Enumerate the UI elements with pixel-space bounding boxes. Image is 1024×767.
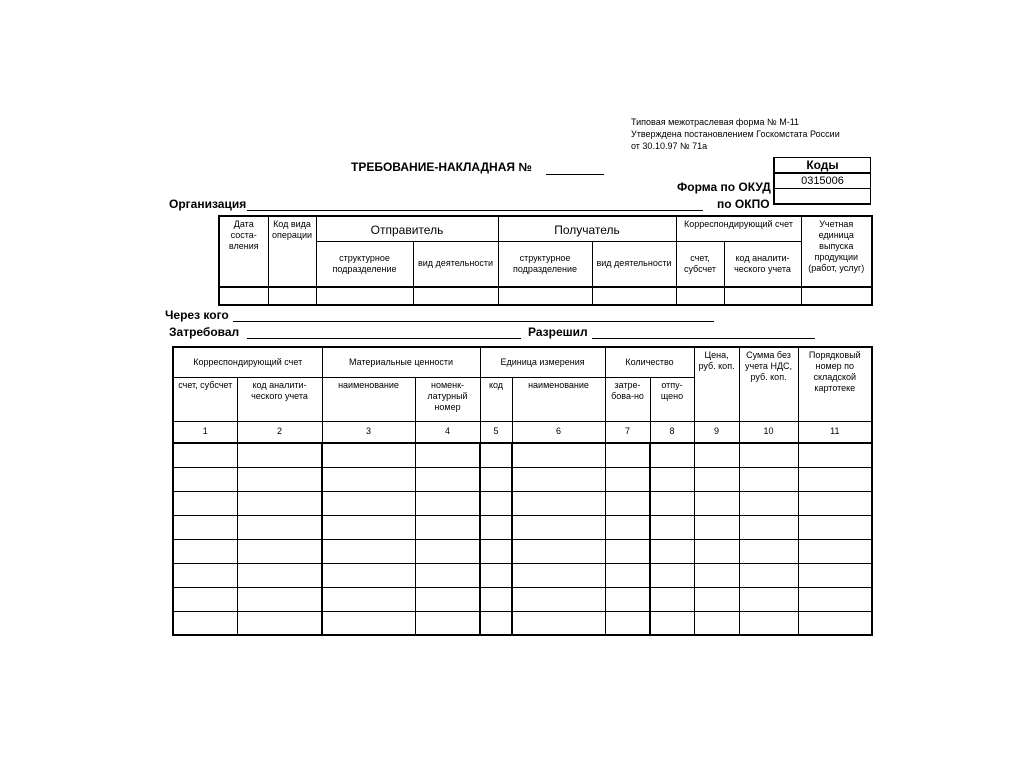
codes-box <box>773 157 871 205</box>
table-cell[interactable] <box>173 443 237 467</box>
mcol-sum: Сумма без учета НДС, руб. коп. <box>739 347 798 421</box>
mcol-account-sub: счет, субсчет <box>173 377 237 421</box>
table-cell[interactable] <box>415 515 480 539</box>
mcol-released: отпу-щено <box>650 377 694 421</box>
permitted-field[interactable] <box>592 338 815 339</box>
table-cell[interactable] <box>798 515 872 539</box>
table-row <box>173 491 872 515</box>
top-table <box>218 215 873 306</box>
table-cell[interactable] <box>650 443 694 467</box>
table-cell[interactable] <box>415 491 480 515</box>
col-number: 2 <box>237 421 322 443</box>
mcol-card-no: Порядковый номер по складской картотеке <box>798 347 872 421</box>
table-cell[interactable] <box>605 491 650 515</box>
table-cell[interactable] <box>173 515 237 539</box>
col-number: 6 <box>512 421 605 443</box>
form-type-line: Типовая межотраслевая форма № М-11 <box>631 117 800 127</box>
table-cell[interactable] <box>173 467 237 491</box>
form-date-line: от 30.10.97 № 71а <box>631 141 708 151</box>
mcol-corr-account: Корреспондирующий счет <box>173 347 322 377</box>
table-cell[interactable] <box>798 539 872 563</box>
mcol-code: код <box>480 377 512 421</box>
through-field[interactable] <box>233 321 714 322</box>
table-cell[interactable] <box>739 443 798 467</box>
table-cell[interactable] <box>798 611 872 635</box>
table-cell[interactable] <box>650 563 694 587</box>
col-receiver: Получатель <box>498 216 676 241</box>
table-cell[interactable] <box>237 443 322 467</box>
okpo-value[interactable] <box>774 189 871 205</box>
table-cell[interactable] <box>605 563 650 587</box>
table-cell[interactable] <box>415 587 480 611</box>
table-cell[interactable] <box>694 611 739 635</box>
table-cell[interactable] <box>480 515 512 539</box>
table-cell[interactable] <box>605 443 650 467</box>
mcol-nomenclature: номенк-латурный номер <box>415 377 480 421</box>
col-analytic-code: код аналити-ческого учета <box>724 241 801 287</box>
table-cell[interactable] <box>650 587 694 611</box>
col-number: 4 <box>415 421 480 443</box>
table-cell[interactable] <box>237 587 322 611</box>
col-number: 10 <box>739 421 798 443</box>
table-cell[interactable] <box>739 539 798 563</box>
codes-header: Коды <box>774 158 871 174</box>
table-cell[interactable] <box>739 467 798 491</box>
cell-date[interactable] <box>219 287 268 305</box>
table-cell[interactable] <box>415 443 480 467</box>
table-row <box>173 443 872 467</box>
table-cell[interactable] <box>512 491 605 515</box>
table-cell[interactable] <box>322 539 415 563</box>
okud-value[interactable]: 0315006 <box>774 173 871 189</box>
mcol-analytic-code: код аналити-ческого учета <box>237 377 322 421</box>
table-cell[interactable] <box>480 611 512 635</box>
cell-unit[interactable] <box>801 287 872 305</box>
table-cell[interactable] <box>605 467 650 491</box>
table-cell[interactable] <box>739 611 798 635</box>
top-table-entry-row <box>219 287 872 305</box>
table-cell[interactable] <box>322 467 415 491</box>
table-row <box>173 539 872 563</box>
table-cell[interactable] <box>605 515 650 539</box>
table-cell[interactable] <box>173 491 237 515</box>
table-cell[interactable] <box>322 587 415 611</box>
cell-analytic-code[interactable] <box>724 287 801 305</box>
table-cell[interactable] <box>650 491 694 515</box>
col-sender-struct: структурное подразделение <box>316 241 413 287</box>
document-title: ТРЕБОВАНИЕ-НАКЛАДНАЯ № <box>351 160 532 174</box>
table-cell[interactable] <box>237 539 322 563</box>
table-cell[interactable] <box>322 443 415 467</box>
table-cell[interactable] <box>415 467 480 491</box>
table-cell[interactable] <box>739 515 798 539</box>
main-table <box>172 346 873 636</box>
organization-field[interactable] <box>247 210 703 211</box>
cell-receiver-activity[interactable] <box>592 287 676 305</box>
table-row <box>173 515 872 539</box>
requested-label: Затребовал <box>169 325 240 339</box>
col-receiver-activity: вид деятельности <box>592 241 676 287</box>
table-cell[interactable] <box>512 467 605 491</box>
mcol-quantity: Количество <box>605 347 694 377</box>
table-cell[interactable] <box>798 491 872 515</box>
mcol-unit-measure: Единица измерения <box>480 347 605 377</box>
table-cell[interactable] <box>798 563 872 587</box>
table-cell[interactable] <box>694 467 739 491</box>
form-approval-line: Утверждена постановлением Госкомстата России <box>631 129 840 139</box>
table-cell[interactable] <box>512 563 605 587</box>
okud-label: Форма по ОКУД <box>677 180 771 194</box>
table-cell[interactable] <box>237 515 322 539</box>
col-number: 3 <box>322 421 415 443</box>
table-cell[interactable] <box>798 467 872 491</box>
table-cell[interactable] <box>694 515 739 539</box>
table-cell[interactable] <box>322 611 415 635</box>
table-cell[interactable] <box>650 539 694 563</box>
table-cell[interactable] <box>173 563 237 587</box>
mcol-name: наименование <box>322 377 415 421</box>
col-corr-account: Корреспондирующий счет <box>676 216 801 241</box>
table-cell[interactable] <box>512 539 605 563</box>
table-row <box>173 587 872 611</box>
col-date: Дата соста-вления <box>219 216 268 287</box>
cell-op-code[interactable] <box>268 287 316 305</box>
table-cell[interactable] <box>322 491 415 515</box>
table-cell[interactable] <box>480 539 512 563</box>
table-cell[interactable] <box>512 587 605 611</box>
table-cell[interactable] <box>605 539 650 563</box>
col-sender: Отправитель <box>316 216 498 241</box>
table-cell[interactable] <box>173 587 237 611</box>
col-unit: Учетная единица выпуска продукции (работ, услуг) <box>801 216 872 287</box>
table-cell[interactable] <box>512 611 605 635</box>
table-cell[interactable] <box>739 587 798 611</box>
col-number: 5 <box>480 421 512 443</box>
column-numbers-row <box>173 421 872 443</box>
table-cell[interactable] <box>694 491 739 515</box>
requested-field[interactable] <box>247 338 521 339</box>
table-cell[interactable] <box>694 443 739 467</box>
table-cell[interactable] <box>512 443 605 467</box>
document-number-field[interactable] <box>546 174 604 175</box>
table-cell[interactable] <box>237 491 322 515</box>
table-cell[interactable] <box>415 539 480 563</box>
okpo-label: по ОКПО <box>717 197 770 211</box>
table-cell[interactable] <box>739 491 798 515</box>
table-cell[interactable] <box>480 563 512 587</box>
table-cell[interactable] <box>237 467 322 491</box>
table-cell[interactable] <box>694 539 739 563</box>
permitted-label: Разрешил <box>528 325 588 339</box>
table-cell[interactable] <box>237 563 322 587</box>
table-row <box>173 611 872 635</box>
table-cell[interactable] <box>480 587 512 611</box>
table-cell[interactable] <box>605 587 650 611</box>
table-cell[interactable] <box>173 611 237 635</box>
col-number: 9 <box>694 421 739 443</box>
table-cell[interactable] <box>694 587 739 611</box>
cell-sender-struct[interactable] <box>316 287 413 305</box>
col-sender-activity: вид деятельности <box>413 241 498 287</box>
table-cell[interactable] <box>415 563 480 587</box>
cell-receiver-struct[interactable] <box>498 287 592 305</box>
mcol-requested: затре-бова-но <box>605 377 650 421</box>
col-op-code: Код вида операции <box>268 216 316 287</box>
mcol-materials: Материальные ценности <box>322 347 480 377</box>
col-account-sub: счет, субсчет <box>676 241 724 287</box>
table-cell[interactable] <box>694 563 739 587</box>
organization-label: Организация <box>169 197 247 211</box>
table-cell[interactable] <box>650 467 694 491</box>
col-number: 8 <box>650 421 694 443</box>
table-cell[interactable] <box>173 539 237 563</box>
col-receiver-struct: структурное подразделение <box>498 241 592 287</box>
table-cell[interactable] <box>480 467 512 491</box>
cell-sender-activity[interactable] <box>413 287 498 305</box>
col-number: 11 <box>798 421 872 443</box>
table-cell[interactable] <box>480 443 512 467</box>
table-cell[interactable] <box>480 491 512 515</box>
table-cell[interactable] <box>237 611 322 635</box>
mcol-unit-name: наименование <box>512 377 605 421</box>
table-cell[interactable] <box>322 563 415 587</box>
through-label: Через кого <box>165 308 229 322</box>
table-cell[interactable] <box>798 587 872 611</box>
table-cell[interactable] <box>415 611 480 635</box>
mcol-price: Цена, руб. коп. <box>694 347 739 421</box>
table-cell[interactable] <box>605 611 650 635</box>
table-row <box>173 563 872 587</box>
table-cell[interactable] <box>650 515 694 539</box>
table-cell[interactable] <box>798 443 872 467</box>
table-cell[interactable] <box>322 515 415 539</box>
cell-account-sub[interactable] <box>676 287 724 305</box>
table-cell[interactable] <box>512 515 605 539</box>
col-number: 1 <box>173 421 237 443</box>
table-row <box>173 467 872 491</box>
table-cell[interactable] <box>650 611 694 635</box>
col-number: 7 <box>605 421 650 443</box>
table-cell[interactable] <box>739 563 798 587</box>
